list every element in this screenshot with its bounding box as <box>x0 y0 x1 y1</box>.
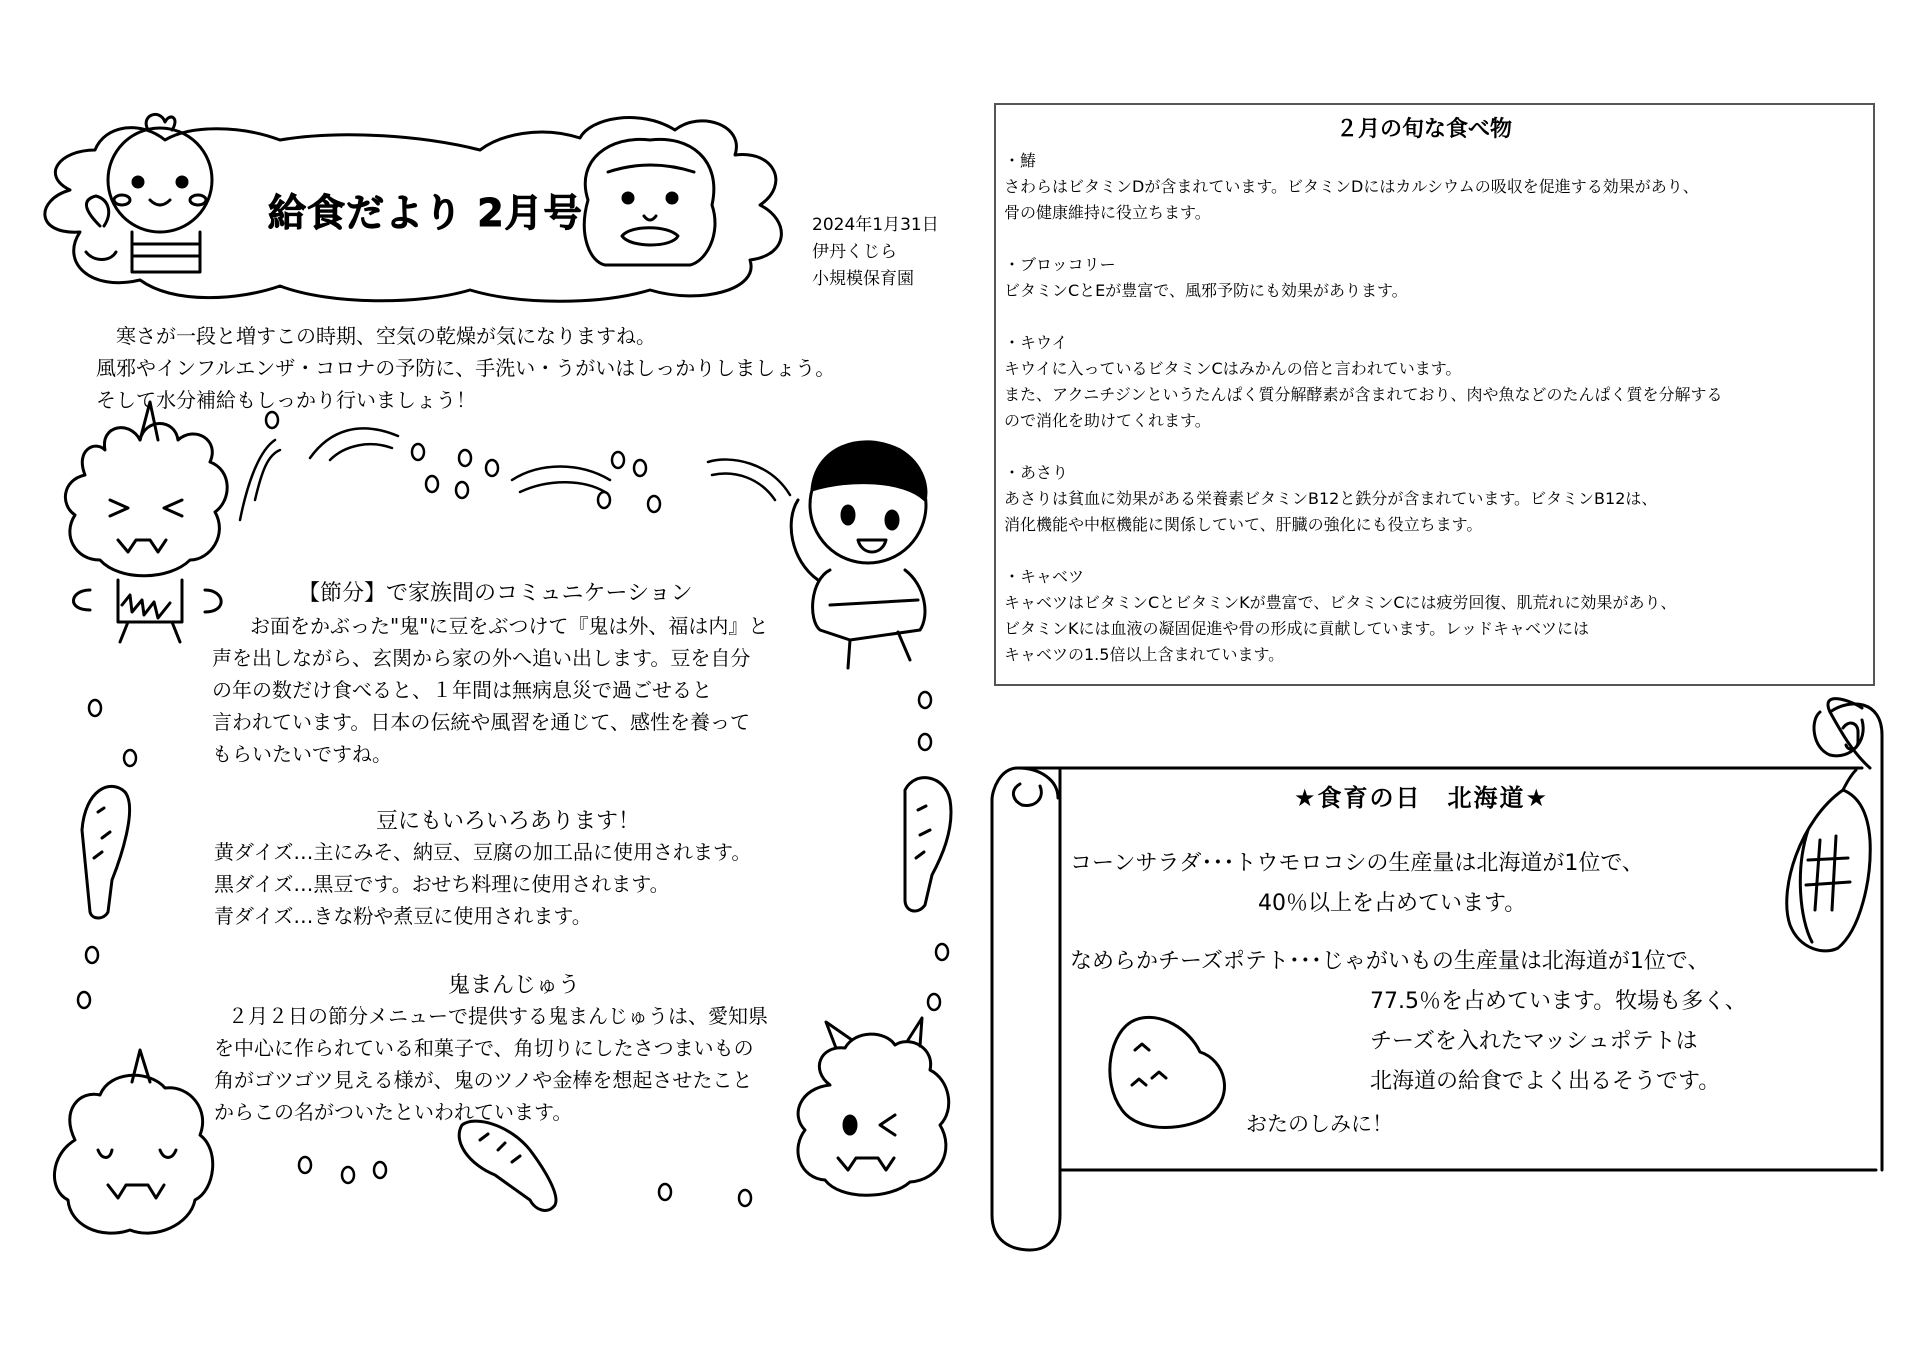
seasonal-item-broccoli <box>1004 252 1722 304</box>
seasonal-item-name: ・鰆 <box>1004 151 1037 170</box>
seasonal-item-name: ・キャベツ <box>1004 567 1085 586</box>
title-girl-icon <box>584 139 715 265</box>
intro-line: 風邪やインフルエンザ・コロナの予防に、手洗い・うがいはしっかりしましょう。 <box>96 356 836 380</box>
intro-paragraph <box>96 320 835 416</box>
seasonal-item-sawara <box>1004 148 1722 226</box>
closing-message: おたのしみに！ <box>1246 1112 1393 1136</box>
setsubun-paragraph <box>212 610 768 770</box>
setsubun-line: 声を出しながら、玄関から家の外へ追い出します。豆を自分 <box>212 646 751 670</box>
beans-item: 黄ダイズ…主にみそ、納豆、豆腐の加工品に使用されます。 <box>214 840 752 864</box>
corn-icon <box>1787 770 1870 951</box>
issue-date: 2024年1月31日 <box>812 215 939 235</box>
seasonal-item-asari <box>1004 460 1722 538</box>
cheese-potato-line: 77.5％を占めています。牧場も多く、 <box>1370 989 1747 1014</box>
beans-item: 黒ダイズ…黒豆です。おせち料理に使用されます。 <box>214 872 670 896</box>
header-info <box>812 212 939 293</box>
manju-line: からこの名がついたといわれています。 <box>214 1100 573 1124</box>
seasonal-foods-heading: ２月の旬な食べ物 <box>1336 117 1513 142</box>
seasonal-item-text: キャベツの1.5倍以上含まれています。 <box>1004 645 1285 664</box>
corn-salad-line: コーンサラダ･･･トウモロコシの生産量は北海道が1位で、 <box>1070 851 1644 876</box>
cheese-potato-line: チーズを入れたマッシュポテトは <box>1370 1029 1698 1054</box>
seasonal-item-text: キウイに入っているビタミンCはみかんの倍と言われています。 <box>1004 359 1462 378</box>
corn-salad-line: 40％以上を占めています。 <box>1258 891 1527 916</box>
oni-bottom-right-icon <box>798 1018 949 1195</box>
beans-item: 青ダイズ…きな粉や煮豆に使用されます。 <box>214 904 592 928</box>
setsubun-line: もらいたいですね。 <box>212 742 392 766</box>
seasonal-item-name: ・ブロッコリー <box>1004 255 1116 274</box>
cheese-potato-line: なめらかチーズポテト･･･じゃがいもの生産量は北海道が1位で、 <box>1070 949 1710 974</box>
seasonal-item-text: ビタミンKには血液の凝固促進や骨の形成に貢献しています。レッドキャベツには <box>1004 619 1590 638</box>
org-name-line2: 小規模保育園 <box>812 269 914 289</box>
seasonal-item-text: さわらはビタミンDが含まれています。ビタミンDにはカルシウムの吸収を促進する効果があり、 <box>1004 177 1699 196</box>
setsubun-line: 言われています。日本の伝統や風習を通じて、感性を養って <box>212 710 750 734</box>
seasonal-item-kiwi <box>1004 330 1722 434</box>
oni-club-right-icon <box>905 778 951 911</box>
oni-top-left-icon <box>65 402 227 642</box>
setsubun-heading: 【節分】で家族間のコミュニケーション <box>298 581 693 606</box>
seasonal-item-text: ビタミンCとEが豊富で、風邪予防にも効果があります。 <box>1004 281 1408 300</box>
seasonal-item-name: ・キウイ <box>1004 333 1068 352</box>
seasonal-item-text: 骨の健康維持に役立ちます。 <box>1004 203 1211 222</box>
seasonal-item-text: また、アクニチジンというたんぱく質分解酵素が含まれており、肉や魚などのたんぱく質を分解する <box>1004 385 1723 404</box>
seasonal-item-cabbage <box>1004 564 1722 668</box>
manju-line: ２月２日の節分メニューで提供する鬼まんじゅうは、愛知県 <box>228 1004 768 1028</box>
seasonal-item-text: あさりは貧血に効果がある栄養素ビタミンB12と鉄分が含まれています。ビタミンB12は、 <box>1004 489 1658 508</box>
seasonal-foods-list <box>1004 148 1722 694</box>
manju-line: 角がゴツゴツ見える様が、鬼のツノや金棒を想起させたこと <box>214 1068 753 1092</box>
oni-club-bottom-icon <box>459 1121 556 1210</box>
intro-line: 寒さが一段と増すこの時期、空気の乾燥が気になりますね。 <box>116 324 656 348</box>
seasonal-item-text: キャベツはビタミンCとビタミンKが豊富で、ビタミンCには疲労回復、肌荒れに効果があり、 <box>1004 593 1677 612</box>
cheese-potato-line: 北海道の給食でよく出るそうです。 <box>1370 1069 1721 1094</box>
setsubun-line: お面をかぶった"鬼"に豆をぶつけて『鬼は外、福は内』と <box>250 614 769 638</box>
setsubun-line: の年の数だけ食べると、１年間は無病息災で過ごせると <box>212 678 712 702</box>
oni-bottom-left-icon <box>54 1050 212 1233</box>
oni-club-left-icon <box>82 786 130 918</box>
seasonal-item-text: ので消化を助けてくれます。 <box>1004 411 1211 430</box>
org-name-line1: 伊丹くじら <box>812 242 897 262</box>
hokkaido-heading: ★食育の日 北海道★ <box>1294 784 1550 812</box>
beans-heading: 豆にもいろいろあります！ <box>376 809 641 834</box>
beans-list <box>214 836 751 932</box>
manju-paragraph <box>214 1000 768 1128</box>
manju-line: を中心に作られている和菓子で、角切りにしたさつまいもの <box>214 1036 754 1060</box>
newsletter-title: 給食だより 2月号 <box>268 191 583 235</box>
corn-salad-text <box>1070 844 1644 924</box>
cheese-potato-text <box>1070 942 1747 1102</box>
seasonal-item-name: ・あさり <box>1004 463 1069 482</box>
boy-throwing-beans-icon <box>791 442 926 668</box>
manju-heading: 鬼まんじゅう <box>448 973 581 998</box>
seasonal-item-text: 消化機能や中枢機能に関係していて、肝臓の強化にも役立ちます。 <box>1004 515 1483 534</box>
intro-line: そして水分補給もしっかり行いましょう！ <box>96 388 476 412</box>
